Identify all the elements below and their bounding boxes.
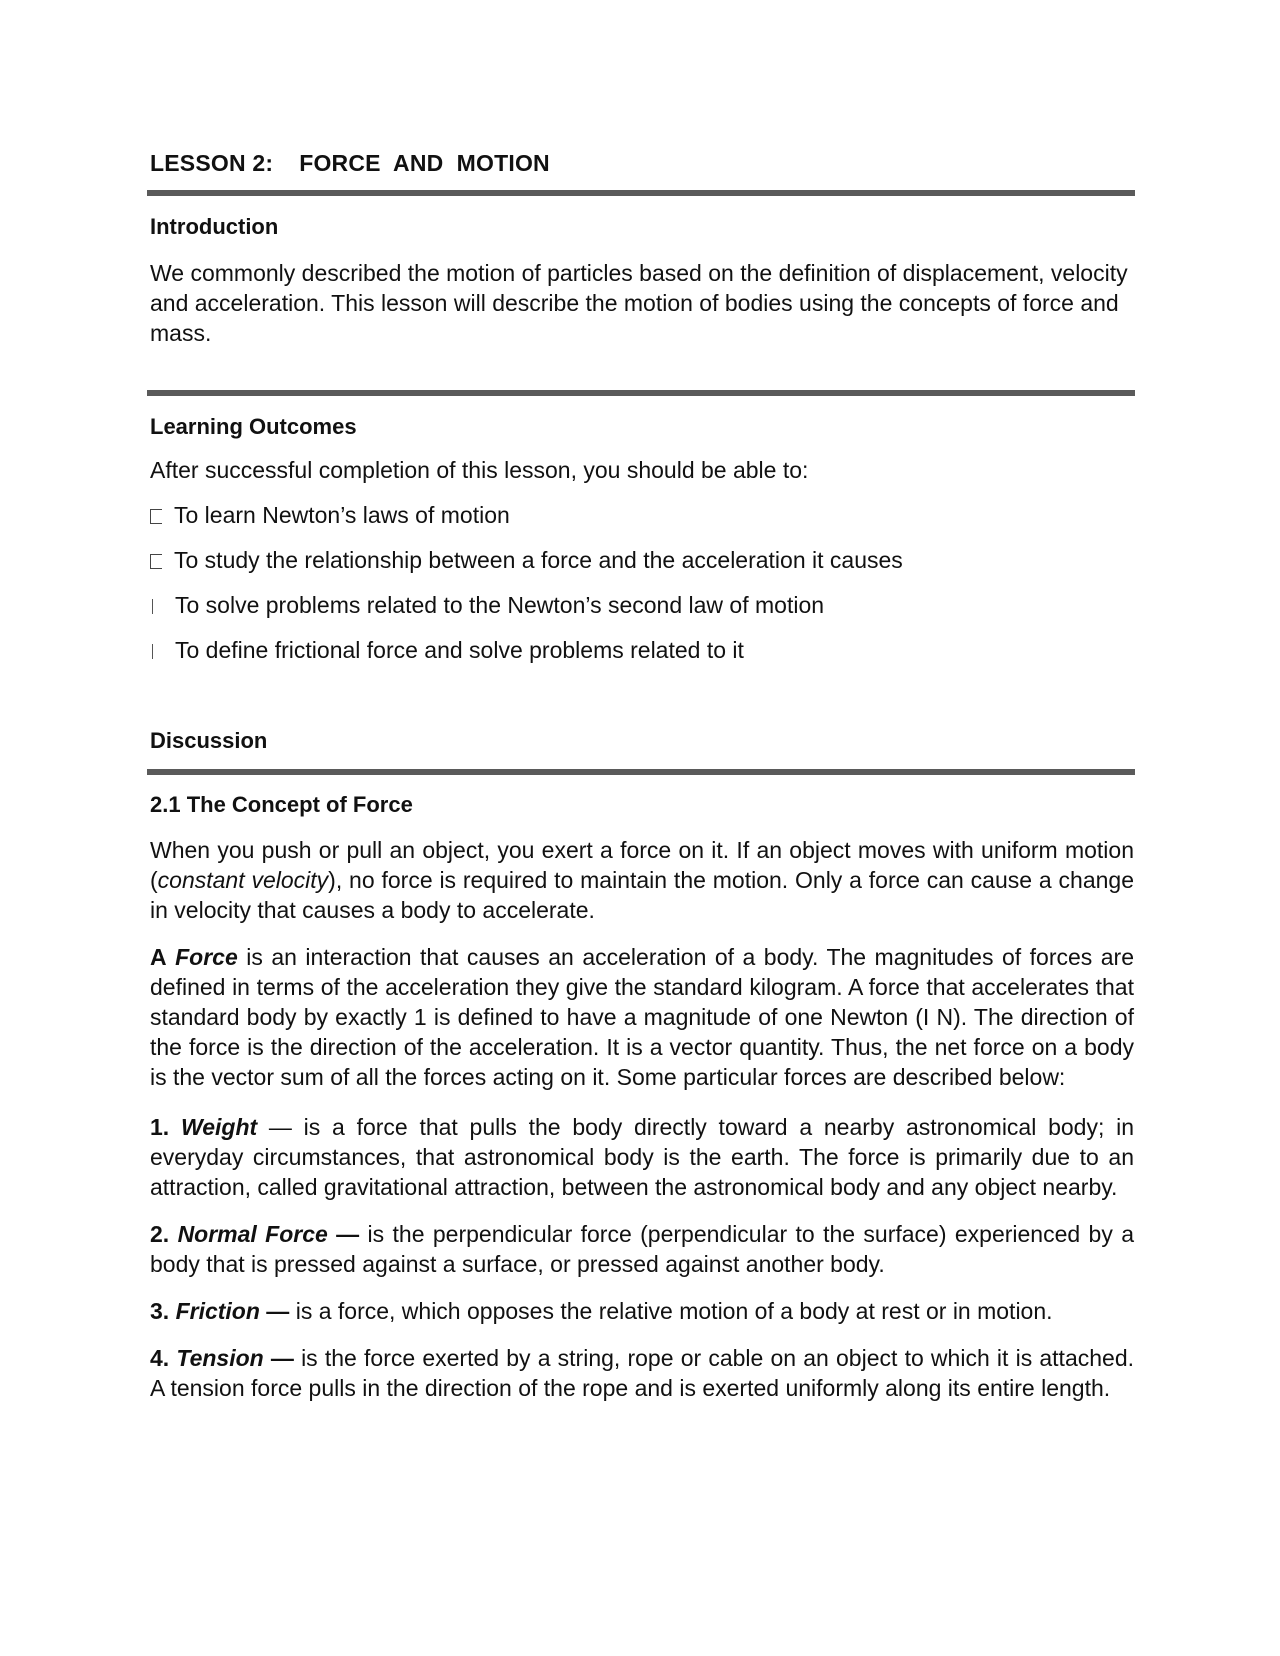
bar-bullet-icon: [152, 644, 153, 659]
paragraph-text: is an interaction that causes an acceleration of a body. The magnitudes of forces are defined in terms of the acceleration they give the standard kilogram. A force that accelerates that standard body by exactly 1 is defined to have a magnitude of one Newton (I N). The direction of the force is the direction of the acceleration. It is a vector quantity. Thus, the net force on a body is the vector sum of all the forces acting on it. Some particular forces are described below:: [150, 944, 1135, 1090]
section-title: 2.1 The Concept of Force: [150, 792, 413, 817]
box-bullet-icon: [150, 509, 162, 524]
force-number: 4.: [150, 1345, 170, 1371]
outcome-item: [150, 545, 903, 575]
outcome-item: [150, 590, 824, 620]
force-dash: —: [257, 1114, 292, 1140]
force-item-weight: [150, 1112, 1134, 1202]
force-term: Normal Force: [177, 1221, 328, 1247]
introduction-text: We commonly described the motion of particles based on the definition of displacement, velocity and acceleration. This lesson will describe the motion of bodies using the concepts of force and mass.: [150, 260, 1128, 346]
force-number: 2.: [150, 1221, 170, 1247]
force-description: is a force that pulls the body directly toward a nearby astronomical body; in everyday circumstances, that astronomical body is the earth. The force is primarily due to an attraction, called gravitational attraction, between the astronomical body and any object nearby.: [150, 1114, 1134, 1200]
force-item-normal: [150, 1219, 1134, 1279]
learning-outcomes-intro: After successful completion of this lesson, you should be able to:: [150, 457, 809, 483]
paragraph-text: When you push or pull an object, you exert a force on it. If an object moves with uniform motion (: [150, 837, 1134, 893]
force-number: 1.: [150, 1114, 170, 1140]
discussion-paragraph-1: [150, 835, 1134, 925]
paragraph-text: ), no force is required to maintain the motion. Only a force can cause a change in velocity that causes a body to accelerate.: [150, 867, 1134, 923]
bar-bullet-icon: [152, 599, 153, 614]
force-number: 3.: [150, 1298, 170, 1324]
learning-outcomes-heading: Learning Outcomes: [150, 414, 357, 439]
outcome-text: To learn Newton’s laws of motion: [174, 502, 510, 528]
force-description: is a force, which opposes the relative motion of a body at rest or in motion.: [289, 1298, 1053, 1324]
discussion-divider: [147, 769, 1135, 775]
force-item-tension: [150, 1343, 1134, 1403]
force-description: is the force exerted by a string, rope or cable on an object to which it is attached. A tension force pulls in the direction of the rope and is exerted uniformly along its entire length.: [150, 1345, 1135, 1401]
force-item-friction: [150, 1296, 1134, 1326]
force-term: Tension: [176, 1345, 264, 1371]
outcome-text: To study the relationship between a force and the acceleration it causes: [174, 547, 903, 573]
force-dash: —: [263, 1345, 294, 1371]
outcome-text: To define frictional force and solve problems related to it: [175, 637, 744, 663]
discussion-heading: Discussion: [150, 728, 268, 753]
lesson-name: FORCE AND MOTION: [299, 150, 550, 176]
outcome-item: [150, 635, 744, 665]
force-description: is the perpendicular force (perpendicular to the surface) experienced by a body that is pressed against a surface, or pressed against another body.: [150, 1221, 1135, 1277]
box-bullet-icon: [150, 554, 162, 569]
outcome-text: To solve problems related to the Newton’s second law of motion: [175, 592, 825, 618]
introduction-divider: [147, 390, 1135, 396]
force-term: Weight: [180, 1114, 258, 1140]
force-term: Force: [175, 944, 238, 970]
introduction-heading: Introduction: [150, 214, 279, 239]
outcome-item: [150, 500, 510, 530]
discussion-paragraph-2: [150, 942, 1134, 1092]
paragraph-italic-text: constant velocity: [157, 867, 329, 893]
force-term: Friction: [175, 1298, 260, 1324]
force-dash: —: [327, 1221, 360, 1247]
title-divider: [147, 190, 1135, 196]
lesson-title: [150, 150, 1134, 177]
lesson-number: LESSON 2:: [150, 150, 274, 176]
paragraph-lead: A: [150, 944, 167, 970]
force-dash: —: [259, 1298, 290, 1324]
